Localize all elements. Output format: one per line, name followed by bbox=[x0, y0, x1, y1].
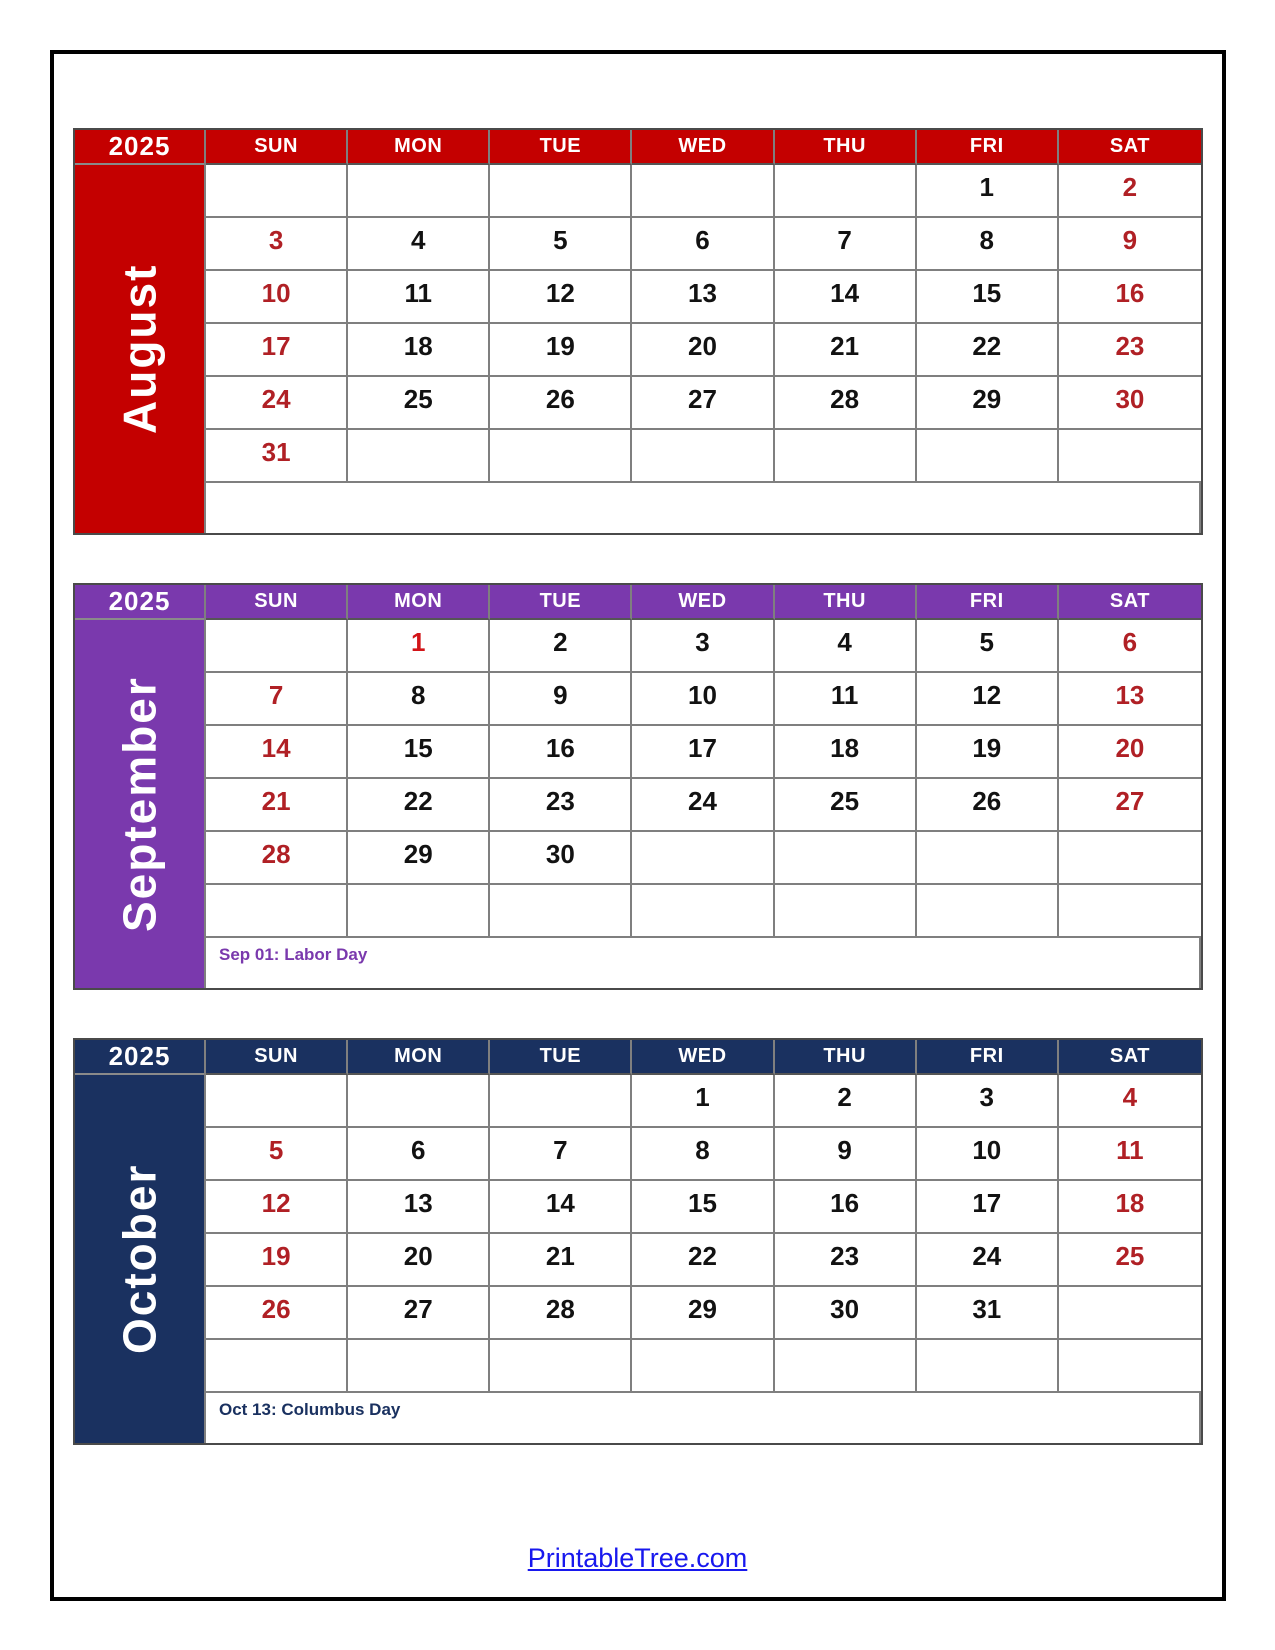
day-cell-september-8: 8 bbox=[348, 673, 490, 726]
day-cell-october-18: 18 bbox=[1059, 1181, 1201, 1234]
day-cell-empty bbox=[775, 885, 917, 938]
day-cell-empty bbox=[775, 1340, 917, 1393]
day-cell-august-30: 30 bbox=[1059, 377, 1201, 430]
day-cell-september-2: 2 bbox=[490, 620, 632, 673]
weekday-header-tue: TUE bbox=[490, 130, 632, 165]
day-cell-empty bbox=[348, 885, 490, 938]
day-cell-empty bbox=[206, 1340, 348, 1393]
day-cell-october-17: 17 bbox=[917, 1181, 1059, 1234]
day-cell-september-24: 24 bbox=[632, 779, 774, 832]
day-cell-august-23: 23 bbox=[1059, 324, 1201, 377]
day-cell-empty bbox=[775, 430, 917, 483]
day-cell-october-21: 21 bbox=[490, 1234, 632, 1287]
day-cell-october-1: 1 bbox=[632, 1075, 774, 1128]
day-cell-september-15: 15 bbox=[348, 726, 490, 779]
day-cell-august-11: 11 bbox=[348, 271, 490, 324]
month-name-label: August bbox=[113, 263, 166, 435]
day-cell-august-4: 4 bbox=[348, 218, 490, 271]
day-cell-august-19: 19 bbox=[490, 324, 632, 377]
month-sidebar bbox=[75, 585, 206, 988]
day-cell-october-25: 25 bbox=[1059, 1234, 1201, 1287]
day-cell-empty bbox=[632, 885, 774, 938]
day-cell-august-26: 26 bbox=[490, 377, 632, 430]
day-cell-august-24: 24 bbox=[206, 377, 348, 430]
day-cell-empty bbox=[348, 1340, 490, 1393]
weekday-header-wed: WED bbox=[632, 585, 774, 620]
weekday-header-sat: SAT bbox=[1059, 130, 1201, 165]
day-cell-october-12: 12 bbox=[206, 1181, 348, 1234]
year-label: 2025 bbox=[75, 585, 204, 620]
day-cell-empty bbox=[775, 165, 917, 218]
weekday-header-mon: MON bbox=[348, 585, 490, 620]
weekday-header-fri: FRI bbox=[917, 130, 1059, 165]
day-cell-empty bbox=[490, 430, 632, 483]
weekday-header-wed: WED bbox=[632, 1040, 774, 1075]
day-cell-empty bbox=[917, 1340, 1059, 1393]
day-cell-empty bbox=[917, 430, 1059, 483]
day-cell-empty bbox=[490, 1075, 632, 1128]
day-cell-october-8: 8 bbox=[632, 1128, 774, 1181]
day-cell-september-14: 14 bbox=[206, 726, 348, 779]
day-cell-empty bbox=[632, 1340, 774, 1393]
day-cell-october-7: 7 bbox=[490, 1128, 632, 1181]
day-cell-august-20: 20 bbox=[632, 324, 774, 377]
year-label: 2025 bbox=[75, 130, 204, 165]
weekday-header-mon: MON bbox=[348, 1040, 490, 1075]
day-cell-october-6: 6 bbox=[348, 1128, 490, 1181]
day-cell-august-9: 9 bbox=[1059, 218, 1201, 271]
day-cell-august-13: 13 bbox=[632, 271, 774, 324]
day-cell-september-27: 27 bbox=[1059, 779, 1201, 832]
day-cell-october-28: 28 bbox=[490, 1287, 632, 1340]
day-cell-october-30: 30 bbox=[775, 1287, 917, 1340]
weekday-header-fri: FRI bbox=[917, 585, 1059, 620]
day-cell-august-5: 5 bbox=[490, 218, 632, 271]
day-cell-august-15: 15 bbox=[917, 271, 1059, 324]
day-cell-empty bbox=[917, 832, 1059, 885]
weekday-header-wed: WED bbox=[632, 130, 774, 165]
day-cell-october-24: 24 bbox=[917, 1234, 1059, 1287]
day-cell-october-3: 3 bbox=[917, 1075, 1059, 1128]
day-cell-september-18: 18 bbox=[775, 726, 917, 779]
day-cell-september-1: 1 bbox=[348, 620, 490, 673]
day-cell-august-22: 22 bbox=[917, 324, 1059, 377]
day-cell-september-6: 6 bbox=[1059, 620, 1201, 673]
weekday-header-sun: SUN bbox=[206, 130, 348, 165]
month-sidebar bbox=[75, 130, 206, 533]
day-cell-august-8: 8 bbox=[917, 218, 1059, 271]
day-cell-october-19: 19 bbox=[206, 1234, 348, 1287]
day-cell-september-9: 9 bbox=[490, 673, 632, 726]
month-october bbox=[73, 1038, 1203, 1445]
day-cell-september-25: 25 bbox=[775, 779, 917, 832]
day-cell-empty bbox=[632, 165, 774, 218]
day-cell-empty bbox=[917, 885, 1059, 938]
day-cell-empty bbox=[1059, 885, 1201, 938]
day-cell-empty bbox=[490, 885, 632, 938]
day-cell-empty bbox=[632, 832, 774, 885]
day-cell-empty bbox=[206, 620, 348, 673]
day-cell-september-17: 17 bbox=[632, 726, 774, 779]
day-cell-september-26: 26 bbox=[917, 779, 1059, 832]
day-cell-october-23: 23 bbox=[775, 1234, 917, 1287]
day-cell-october-4: 4 bbox=[1059, 1075, 1201, 1128]
day-cell-october-13: 13 bbox=[348, 1181, 490, 1234]
day-cell-october-27: 27 bbox=[348, 1287, 490, 1340]
month-sidebar bbox=[75, 1040, 206, 1443]
weekday-header-sat: SAT bbox=[1059, 1040, 1201, 1075]
day-cell-october-9: 9 bbox=[775, 1128, 917, 1181]
day-cell-september-11: 11 bbox=[775, 673, 917, 726]
footer bbox=[0, 1543, 1275, 1574]
day-cell-september-4: 4 bbox=[775, 620, 917, 673]
weekday-header-fri: FRI bbox=[917, 1040, 1059, 1075]
day-cell-empty bbox=[206, 885, 348, 938]
day-cell-august-7: 7 bbox=[775, 218, 917, 271]
day-cell-september-7: 7 bbox=[206, 673, 348, 726]
day-cell-october-31: 31 bbox=[917, 1287, 1059, 1340]
day-cell-august-1: 1 bbox=[917, 165, 1059, 218]
day-cell-august-16: 16 bbox=[1059, 271, 1201, 324]
day-cell-august-6: 6 bbox=[632, 218, 774, 271]
day-cell-empty bbox=[348, 430, 490, 483]
day-cell-august-10: 10 bbox=[206, 271, 348, 324]
day-cell-october-29: 29 bbox=[632, 1287, 774, 1340]
day-cell-empty bbox=[632, 430, 774, 483]
day-cell-august-27: 27 bbox=[632, 377, 774, 430]
day-cell-august-14: 14 bbox=[775, 271, 917, 324]
month-grid bbox=[206, 585, 1201, 988]
day-cell-october-16: 16 bbox=[775, 1181, 917, 1234]
day-cell-september-3: 3 bbox=[632, 620, 774, 673]
day-cell-empty bbox=[1059, 1340, 1201, 1393]
weekday-header-thu: THU bbox=[775, 130, 917, 165]
day-cell-october-14: 14 bbox=[490, 1181, 632, 1234]
weekday-header-tue: TUE bbox=[490, 585, 632, 620]
day-cell-october-11: 11 bbox=[1059, 1128, 1201, 1181]
month-september bbox=[73, 583, 1203, 990]
day-cell-empty bbox=[206, 165, 348, 218]
day-cell-august-17: 17 bbox=[206, 324, 348, 377]
day-cell-september-23: 23 bbox=[490, 779, 632, 832]
day-cell-september-30: 30 bbox=[490, 832, 632, 885]
weekday-header-thu: THU bbox=[775, 1040, 917, 1075]
day-cell-october-5: 5 bbox=[206, 1128, 348, 1181]
day-cell-empty bbox=[775, 832, 917, 885]
day-cell-empty bbox=[490, 165, 632, 218]
holiday-note: Oct 13: Columbus Day bbox=[206, 1393, 1201, 1443]
day-cell-empty bbox=[348, 165, 490, 218]
day-cell-september-10: 10 bbox=[632, 673, 774, 726]
day-cell-august-2: 2 bbox=[1059, 165, 1201, 218]
day-cell-august-31: 31 bbox=[206, 430, 348, 483]
day-cell-empty bbox=[490, 1340, 632, 1393]
day-cell-empty bbox=[1059, 430, 1201, 483]
footer-link[interactable]: PrintableTree.com bbox=[527, 1543, 748, 1573]
weekday-header-thu: THU bbox=[775, 585, 917, 620]
day-cell-september-29: 29 bbox=[348, 832, 490, 885]
weekday-header-sat: SAT bbox=[1059, 585, 1201, 620]
day-cell-september-12: 12 bbox=[917, 673, 1059, 726]
month-grid bbox=[206, 130, 1201, 533]
day-cell-empty bbox=[348, 1075, 490, 1128]
month-august bbox=[73, 128, 1203, 535]
month-grid bbox=[206, 1040, 1201, 1443]
day-cell-august-18: 18 bbox=[348, 324, 490, 377]
weekday-header-sun: SUN bbox=[206, 1040, 348, 1075]
day-cell-september-21: 21 bbox=[206, 779, 348, 832]
year-label: 2025 bbox=[75, 1040, 204, 1075]
day-cell-september-5: 5 bbox=[917, 620, 1059, 673]
day-cell-august-28: 28 bbox=[775, 377, 917, 430]
month-name-label: October bbox=[113, 1163, 166, 1355]
day-cell-october-2: 2 bbox=[775, 1075, 917, 1128]
holiday-note bbox=[206, 483, 1201, 533]
weekday-header-tue: TUE bbox=[490, 1040, 632, 1075]
weekday-header-mon: MON bbox=[348, 130, 490, 165]
day-cell-august-25: 25 bbox=[348, 377, 490, 430]
day-cell-august-21: 21 bbox=[775, 324, 917, 377]
day-cell-september-28: 28 bbox=[206, 832, 348, 885]
day-cell-october-22: 22 bbox=[632, 1234, 774, 1287]
day-cell-october-20: 20 bbox=[348, 1234, 490, 1287]
day-cell-empty bbox=[1059, 1287, 1201, 1340]
day-cell-august-3: 3 bbox=[206, 218, 348, 271]
day-cell-august-12: 12 bbox=[490, 271, 632, 324]
day-cell-september-13: 13 bbox=[1059, 673, 1201, 726]
day-cell-august-29: 29 bbox=[917, 377, 1059, 430]
day-cell-october-26: 26 bbox=[206, 1287, 348, 1340]
day-cell-september-22: 22 bbox=[348, 779, 490, 832]
weekday-header-sun: SUN bbox=[206, 585, 348, 620]
day-cell-september-19: 19 bbox=[917, 726, 1059, 779]
day-cell-september-20: 20 bbox=[1059, 726, 1201, 779]
day-cell-october-15: 15 bbox=[632, 1181, 774, 1234]
day-cell-september-16: 16 bbox=[490, 726, 632, 779]
day-cell-empty bbox=[1059, 832, 1201, 885]
holiday-note: Sep 01: Labor Day bbox=[206, 938, 1201, 988]
day-cell-empty bbox=[206, 1075, 348, 1128]
day-cell-october-10: 10 bbox=[917, 1128, 1059, 1181]
month-name-label: September bbox=[113, 676, 166, 932]
